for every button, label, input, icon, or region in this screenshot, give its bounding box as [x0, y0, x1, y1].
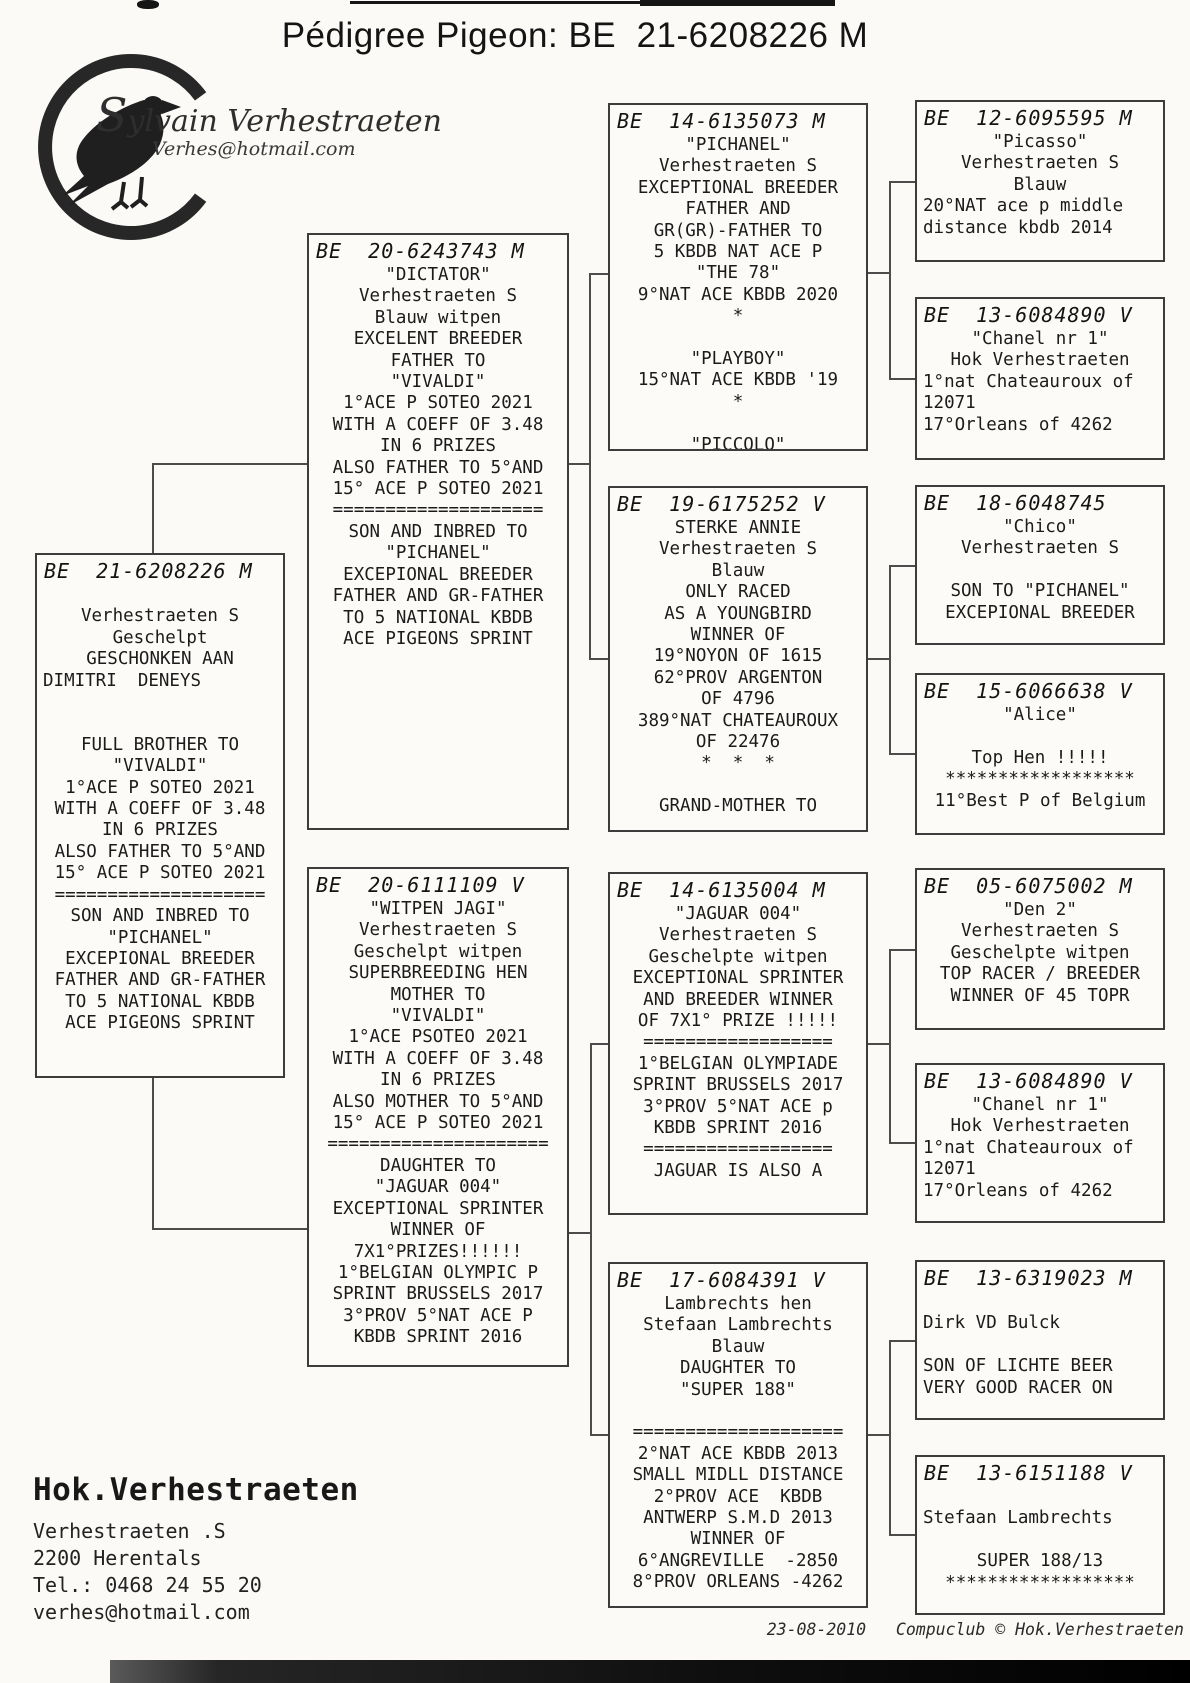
pedigree-text-line: "VIVALDI"	[390, 372, 486, 393]
pedigree-text-line: ALSO FATHER TO 5°AND	[54, 841, 266, 862]
pedigree-text-line: ====================	[54, 884, 266, 905]
ring-number: BE 18-6048745	[924, 491, 1107, 515]
pedigree-text-line	[919, 1530, 1161, 1551]
footer-owner: Verhestraeten .S	[33, 1519, 226, 1543]
pedigree-text-line: *	[732, 306, 744, 327]
pedigree-text-line: 1°ACE PSOTEO 2021	[348, 1027, 528, 1048]
connector-line	[569, 1232, 592, 1234]
pedigree-box-sire	[307, 233, 569, 830]
pedigree-text-line: "PICCOLO"	[690, 434, 786, 451]
ring-number: BE 20-6111109 V	[316, 873, 525, 897]
pedigree-text-line: *	[732, 391, 744, 412]
connector-line	[590, 1434, 608, 1436]
pedigree-text-line: WITH A COEFF OF 3.48	[54, 799, 266, 820]
pedigree-box-great-grandparent-8	[915, 1455, 1165, 1615]
pedigree-text-line: SPRINT BRUSSELS 2017	[332, 1284, 544, 1305]
pedigree-box-subject	[35, 553, 285, 1078]
connector-line	[889, 1340, 915, 1342]
pedigree-text-line: 7X1°PRIZES!!!!!!	[353, 1241, 523, 1262]
pedigree-text-line: ALSO FATHER TO 5°AND	[332, 457, 544, 478]
pedigree-text-line: "WITPEN JAGI"	[369, 899, 507, 919]
connector-line	[889, 753, 915, 755]
pedigree-text-line: 1°BELGIAN OLYMPIADE	[637, 1053, 839, 1074]
ring-number: BE 14-6135073 M	[617, 109, 826, 133]
ring-number: BE 05-6075002 M	[924, 874, 1133, 898]
connector-line	[889, 949, 891, 1144]
pedigree-box-dam-sire	[608, 872, 868, 1215]
pedigree-text-line: TO 5 NATIONAL KBDB	[343, 607, 533, 628]
connector-line	[889, 1534, 915, 1536]
pedigree-text-line: 9°NAT ACE KBDB 2020	[637, 284, 839, 305]
pedigree-text-line: Verhestraeten S	[960, 153, 1120, 174]
pedigree-text-line	[919, 726, 1161, 747]
pedigree-text-line: IN 6 PRIZES	[102, 820, 218, 841]
pedigree-text-line	[612, 1401, 864, 1422]
page-title: Pédigree Pigeon: BE 21-6208226 M	[281, 16, 869, 55]
pedigree-text-line: 20°NAT ace p middle	[923, 196, 1124, 217]
footer-address-block	[33, 1472, 359, 1626]
logo-email: Verhes@hotmail.com	[152, 138, 356, 160]
pedigree-text-line: SMALL MIDLL DISTANCE	[632, 1465, 844, 1486]
pedigree-text-line: EXCEPIONAL BREEDER	[343, 564, 533, 585]
pedigree-text-line	[39, 692, 281, 713]
pedigree-text-line: FATHER TO	[390, 350, 486, 371]
pedigree-text-line: OF 4796	[701, 689, 775, 710]
footer-email: verhes@hotmail.com	[33, 1600, 250, 1624]
pedigree-text-line: ANTWERP S.M.D 2013	[643, 1508, 833, 1529]
print-date: 23-08-2010	[766, 1620, 867, 1639]
pedigree-text-line: "THE 78"	[695, 263, 781, 284]
pedigree-text-line: JAGUAR IS ALSO A	[653, 1160, 823, 1181]
pedigree-text-line: "PLAYBOY"	[690, 349, 786, 370]
pedigree-text-line: distance kbdb 2014	[923, 217, 1113, 238]
pedigree-text-line: 6°ANGREVILLE -2850	[637, 1550, 839, 1571]
pedigree-text-line: ====================	[332, 500, 544, 521]
pedigree-text-line: 15°NAT ACE KBDB '19	[637, 370, 839, 391]
connector-line	[569, 463, 591, 465]
pedigree-text-line: "PICHANEL"	[107, 927, 213, 948]
pedigree-text-line: 1°BELGIAN OLYMPIC P	[337, 1262, 539, 1283]
pigeon-legs	[112, 177, 147, 209]
ring-number: BE 12-6095595 M	[924, 106, 1133, 130]
pedigree-text-line: Dirk VD Bulck	[923, 1313, 1060, 1334]
pedigree-text-line: "Chico"	[1003, 517, 1077, 537]
pedigree-text-line: EXCELENT BREEDER	[353, 329, 523, 350]
scan-artifact	[137, 0, 159, 9]
pedigree-text-line: SON AND INBRED TO	[348, 521, 528, 542]
pedigree-text-line: EXCEPTIONAL BREEDER	[637, 177, 839, 198]
pedigree-text-line: "VIVALDI"	[112, 756, 208, 777]
pedigree-text-line: Hok Verhestraeten	[950, 350, 1130, 371]
pedigree-text-line: =====================	[327, 1134, 549, 1155]
connector-line	[868, 1434, 890, 1436]
pedigree-text-line	[612, 775, 864, 796]
pedigree-text-line: OF 22476	[695, 732, 781, 753]
pedigree-text-line: 8°PROV ORLEANS -4262	[632, 1572, 844, 1593]
pedigree-text-line: Lambrechts hen	[664, 1294, 812, 1314]
connector-line	[889, 565, 915, 567]
pedigree-text-line	[612, 413, 864, 434]
pedigree-text-line: FATHER AND GR-FATHER	[332, 586, 544, 607]
pedigree-text-line: KBDB SPRINT 2016	[653, 1118, 823, 1139]
pedigree-text-line: EXCEPTIONAL SPRINTER	[632, 968, 844, 989]
pedigree-text-line: SON OF LICHTE BEER	[923, 1356, 1113, 1377]
pedigree-text-line: 12071	[923, 393, 976, 414]
pedigree-text-line: WITH A COEFF OF 3.48	[332, 1048, 544, 1069]
pedigree-text-line: Verhestraeten S	[960, 921, 1120, 942]
pedigree-box-great-grandparent-2	[915, 297, 1165, 460]
pedigree-text-line: FULL BROTHER TO	[80, 734, 240, 755]
pedigree-text-line: "PICHANEL"	[385, 543, 491, 564]
connector-line	[590, 1043, 608, 1045]
connector-line	[589, 273, 591, 660]
pedigree-text-line: "JAGUAR 004"	[374, 1177, 502, 1198]
pedigree-text-line: 3°PROV 5°NAT ACE p	[643, 1096, 833, 1117]
pedigree-text-line: Blauw witpen	[374, 307, 502, 328]
pedigree-text-line: WITH A COEFF OF 3.48	[332, 414, 544, 435]
pedigree-text-line: 12071	[923, 1159, 976, 1180]
connector-line	[889, 378, 915, 380]
bottom-scan-bar	[110, 1660, 1190, 1683]
pedigree-text-line: ==================	[643, 1139, 833, 1160]
pedigree-text-line	[612, 328, 864, 349]
pedigree-text-line: IN 6 PRIZES	[380, 1070, 496, 1091]
pedigree-text-line: EXCEPIONAL BREEDER	[945, 602, 1135, 623]
pedigree-text-line: WINNER OF	[690, 625, 786, 646]
pedigree-text-line: MOTHER TO	[390, 984, 486, 1005]
pedigree-text-line: IN 6 PRIZES	[380, 436, 496, 457]
pedigree-text-line: "VIVALDI"	[390, 1006, 486, 1027]
pedigree-text-line: "Chanel nr 1"	[971, 329, 1109, 349]
pedigree-text-line: VERY GOOD RACER ON	[923, 1377, 1113, 1398]
connector-line	[868, 272, 890, 274]
pedigree-text-line: ==================	[643, 1032, 833, 1053]
pedigree-text-line	[39, 713, 281, 734]
pedigree-text-line: WINNER OF	[690, 1529, 786, 1550]
connector-line	[889, 181, 891, 380]
pedigree-text-line: 3°PROV 5°NAT ACE P	[343, 1305, 533, 1326]
pedigree-text-line: Stefaan Lambrechts	[923, 1508, 1113, 1529]
pedigree-text-line: "JAGUAR 004"	[674, 904, 802, 924]
pedigree-box-dam-dam	[608, 1262, 868, 1608]
pedigree-text-line: "Alice"	[1003, 705, 1077, 725]
connector-line	[152, 463, 154, 553]
footer-loft-name: Hok.Verhestraeten	[33, 1472, 359, 1508]
pedigree-text-line: 2°NAT ACE KBDB 2013	[637, 1443, 839, 1464]
pedigree-text-line: Verhestraeten S	[658, 925, 818, 946]
logo-name: Sylvain Verhestraeten	[96, 88, 442, 142]
pedigree-text-line: 62°PROV ARGENTON	[653, 667, 823, 688]
pedigree-text-line: AND BREEDER WINNER	[643, 989, 833, 1010]
pedigree-text-line: EXCEPIONAL BREEDER	[65, 948, 255, 969]
pedigree-text-line: SUPER 188/13	[976, 1551, 1104, 1572]
pedigree-text-line: 2°PROV ACE KBDB	[653, 1486, 823, 1507]
pedigree-text-line: * * *	[701, 753, 775, 774]
pedigree-text-line: ******************	[945, 1572, 1135, 1593]
pedigree-text-line: 1°ACE P SOTEO 2021	[343, 393, 533, 414]
pedigree-text-line	[919, 1292, 1161, 1313]
pedigree-text-line: SON TO "PICHANEL"	[950, 581, 1130, 602]
pedigree-text-line: GR(GR)-FATHER TO	[653, 220, 823, 241]
pedigree-text-line: 15° ACE P SOTEO 2021	[332, 1113, 544, 1134]
pedigree-text-line: WINNER OF 45 TOPR	[950, 985, 1130, 1006]
pedigree-text-line: WINNER OF	[390, 1220, 486, 1241]
pedigree-text-line: DAUGHTER TO	[380, 1155, 496, 1176]
ring-number: BE 14-6135004 M	[617, 878, 826, 902]
pedigree-text-line: Verhestraeten S	[658, 539, 818, 560]
connector-line	[152, 1228, 309, 1230]
connector-line	[889, 181, 915, 183]
footer-city: 2200 Herentals	[33, 1546, 202, 1570]
connector-line	[889, 1340, 891, 1536]
pedigree-text-line: Verhestraeten S	[358, 286, 518, 307]
connector-line	[589, 658, 608, 660]
print-credit	[767, 1620, 1184, 1639]
pedigree-text-line: OF 7X1° PRIZE !!!!!	[637, 1011, 839, 1032]
ring-number: BE 13-6151188 V	[924, 1461, 1133, 1485]
pedigree-text-line: ONLY RACED	[685, 582, 791, 603]
connector-line	[152, 463, 309, 465]
pedigree-text-line: EXCEPTIONAL SPRINTER	[332, 1198, 544, 1219]
pedigree-text-line: Blauw	[1013, 174, 1067, 195]
pedigree-text-line: 1°nat Chateauroux of	[923, 1137, 1134, 1158]
pedigree-box-great-grandparent-3	[915, 485, 1165, 645]
pedigree-text-line: TOP RACER / BREEDER	[939, 964, 1141, 985]
pedigree-text-line: KBDB SPRINT 2016	[353, 1327, 523, 1348]
pedigree-text-line: "SUPER 188"	[680, 1379, 796, 1400]
pedigree-text-line: DIMITRI DENEYS	[43, 670, 202, 691]
pedigree-text-line: AS A YOUNGBIRD	[664, 603, 812, 624]
pedigree-box-great-grandparent-4	[915, 673, 1165, 835]
pedigree-text-line: ******************	[945, 769, 1135, 790]
connector-line	[152, 1078, 154, 1230]
pedigree-text-line: ====================	[632, 1422, 844, 1443]
pedigree-text-line: ALSO MOTHER TO 5°AND	[332, 1091, 544, 1112]
scan-artifact	[640, 0, 835, 6]
ring-number: BE 13-6319023 M	[924, 1266, 1133, 1290]
pedigree-text-line: 5 KBDB NAT ACE P	[653, 242, 823, 263]
pedigree-text-line: "Chanel nr 1"	[971, 1095, 1109, 1115]
pedigree-text-line: 17°Orleans of 4262	[923, 1180, 1113, 1201]
pedigree-box-dam	[307, 867, 569, 1367]
pedigree-text-line: Blauw	[711, 560, 765, 581]
pedigree-text-line: Stefaan Lambrechts	[643, 1315, 833, 1336]
pedigree-text-line: "DICTATOR"	[385, 265, 491, 285]
pedigree-text-line: GRAND-MOTHER TO	[658, 796, 818, 817]
ring-number: BE 13-6084890 V	[924, 303, 1133, 327]
credit-spacer	[866, 1620, 896, 1639]
scan-artifact	[350, 1, 645, 4]
ring-number: BE 19-6175252 V	[617, 492, 826, 516]
pedigree-text-line: ACE PIGEONS SPRINT	[65, 1013, 255, 1034]
pedigree-text-line: GESCHONKEN AAN	[86, 649, 234, 670]
pedigree-text-line: Verhestraeten S	[358, 920, 518, 941]
pedigree-text-line: 389°NAT CHATEAUROUX	[637, 710, 839, 731]
pedigree-text-line: Top Hen !!!!!	[971, 747, 1109, 768]
pedigree-text-line: ACE PIGEONS SPRINT	[343, 628, 533, 649]
pedigree-box-great-grandparent-7	[915, 1260, 1165, 1420]
pedigree-text-line: 11°Best P of Belgium	[934, 790, 1146, 811]
connector-line	[590, 1043, 592, 1436]
connector-line	[868, 658, 890, 660]
ring-number: BE 15-6066638 V	[924, 679, 1133, 703]
pedigree-text-line: DAUGHTER TO	[680, 1358, 796, 1379]
pedigree-text-line: SPRINT BRUSSELS 2017	[632, 1075, 844, 1096]
pedigree-box-great-grandparent-1	[915, 100, 1165, 262]
pedigree-text-line: 1°ACE P SOTEO 2021	[65, 777, 255, 798]
ring-number: BE 20-6243743 M	[316, 239, 525, 263]
pedigree-text-line: 1°nat Chateauroux of	[923, 371, 1134, 392]
footer-phone: Tel.: 0468 24 55 20	[33, 1573, 262, 1597]
pedigree-text-line: Geschelpt	[112, 627, 208, 648]
connector-line	[868, 1043, 890, 1045]
pedigree-text-line: SUPERBREEDING HEN	[348, 963, 528, 984]
connector-line	[589, 273, 608, 275]
ring-number: BE 13-6084890 V	[924, 1069, 1133, 1093]
pedigree-text-line: Geschelpte witpen	[648, 946, 828, 967]
pedigree-text-line: Blauw	[711, 1336, 765, 1357]
pedigree-text-line	[39, 585, 281, 606]
pedigree-text-line: 17°Orleans of 4262	[923, 414, 1113, 435]
pedigree-text-line: Geschelpte witpen	[950, 942, 1130, 963]
pedigree-box-sire-dam	[608, 486, 868, 832]
pedigree-text-line: Verhestraeten S	[658, 156, 818, 177]
pedigree-box-great-grandparent-6	[915, 1063, 1165, 1223]
pedigree-text-line: Verhestraeten S	[960, 538, 1120, 559]
pedigree-text-line: TO 5 NATIONAL KBDB	[65, 991, 255, 1012]
ring-number: BE 17-6084391 V	[617, 1268, 826, 1292]
pedigree-text-line: 15° ACE P SOTEO 2021	[54, 863, 266, 884]
pedigree-text-line: Hok Verhestraeten	[950, 1116, 1130, 1137]
pedigree-box-sire-sire	[608, 103, 868, 451]
pedigree-box-great-grandparent-5	[915, 868, 1165, 1030]
connector-line	[889, 949, 915, 951]
pedigree-text-line: "PICHANEL"	[685, 135, 791, 155]
pedigree-text-line	[919, 1487, 1161, 1508]
pedigree-text-line: 15° ACE P SOTEO 2021	[332, 479, 544, 500]
software-credit: Compuclub © Hok.Verhestraeten	[895, 1620, 1184, 1639]
connector-line	[889, 1142, 915, 1144]
pedigree-text-line: FATHER AND GR-FATHER	[54, 970, 266, 991]
pedigree-text-line	[919, 560, 1161, 581]
pedigree-text-line: SON AND INBRED TO	[70, 906, 250, 927]
pedigree-text-line	[919, 1335, 1161, 1356]
pedigree-text-line: "Den 2"	[1003, 900, 1077, 920]
pedigree-text-line: Geschelpt witpen	[353, 941, 523, 962]
pedigree-text-line: "Picasso"	[992, 132, 1088, 152]
pedigree-text-line: FATHER AND	[685, 199, 791, 220]
pedigree-text-line: STERKE ANNIE	[674, 518, 802, 538]
pedigree-text-line: 19°NOYON OF 1615	[653, 646, 823, 667]
pedigree-text-line: Verhestraeten S	[80, 606, 240, 627]
connector-line	[889, 565, 891, 755]
ring-number: BE 21-6208226 M	[44, 559, 253, 583]
